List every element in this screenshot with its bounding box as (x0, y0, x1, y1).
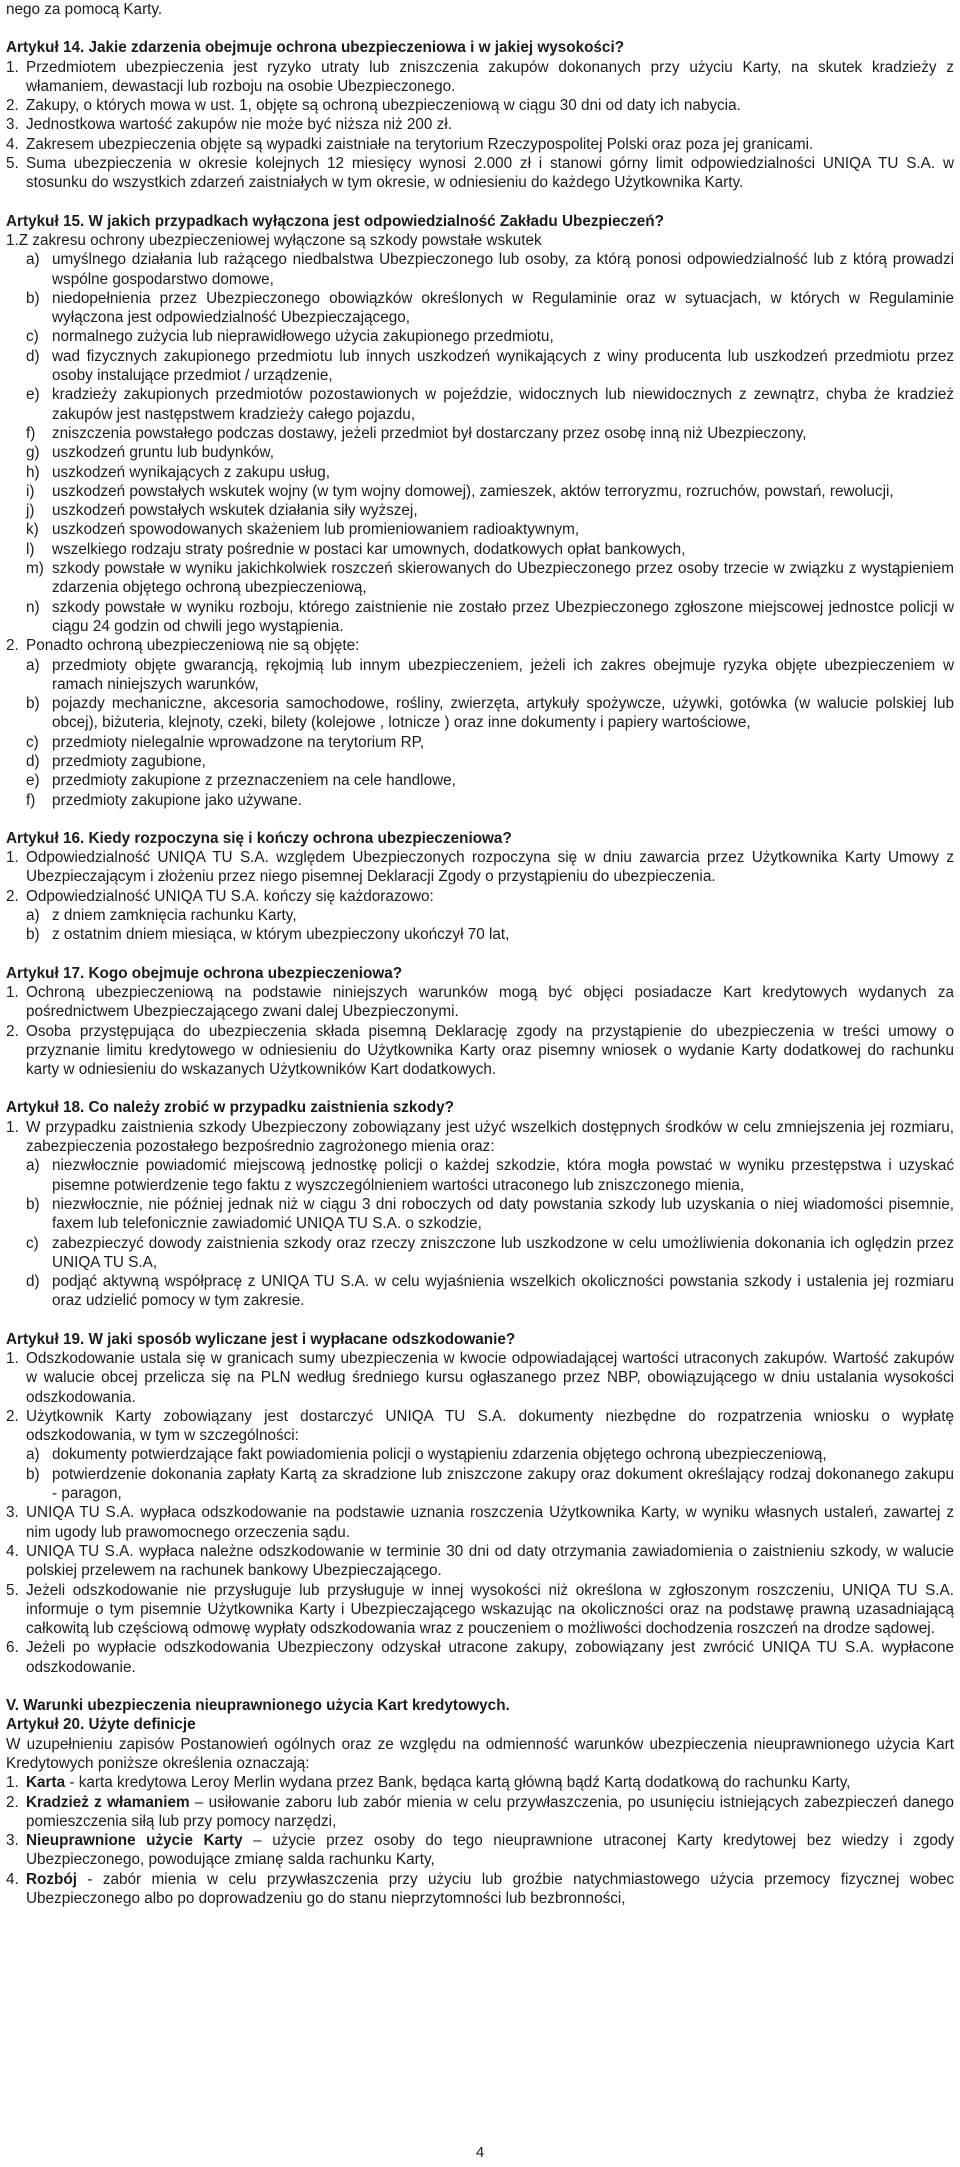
sub-list (6, 1156, 954, 1310)
sub-item (6, 752, 954, 771)
sub-item (6, 1156, 954, 1195)
list-item (6, 1407, 954, 1446)
item-number: 3. (6, 116, 19, 134)
sub-item-letter: i) (26, 482, 35, 500)
chapter-block (6, 1696, 954, 1908)
item-number: 2. (6, 1407, 19, 1425)
item-text: Suma ubezpieczenia w okresie kolejnych 12 miesięcy wynosi 2.000 zł i stanowi górny limit odpowiedzialności UNIQA TU S.A. w stosunku do wszystkich zdarzeń zaistniałych w tym okresie, w odniesieniu do każdego Użytkownika Karty. (26, 155, 954, 192)
sub-item-letter: c) (26, 1234, 39, 1252)
sub-item (6, 463, 954, 482)
sub-item-text: normalnego zużycia lub nieprawidłowego użycia zakupionego przedmiotu, (52, 328, 554, 346)
article-15 (6, 212, 954, 810)
list-item (6, 115, 954, 134)
sub-item-letter: b) (26, 926, 40, 944)
continued-text: nego za pomocą Karty. (6, 1, 163, 18)
sub-item-letter: m) (26, 560, 44, 578)
article-title: Artykuł 19. W jaki sposób wyliczane jest i wypłacane odszkodowanie? (6, 1330, 516, 1348)
item-text: Odpowiedzialność UNIQA TU S.A. kończy się każdorazowo: (26, 887, 434, 905)
item-number: 2. (6, 887, 19, 905)
item-number: 6. (6, 1639, 19, 1657)
list-item (6, 154, 954, 193)
article-19 (6, 1330, 954, 1677)
sub-item-text: niezwłocznie powiadomić miejscową jednostkę policji o każdej szkodzie, która mogła powstać w wyniku przestępstwa i uzyskać pisemne potwierdzenie tego faktu z wyszczególnieniem wartości utraconego lub zniszczonego mienia, (52, 1157, 954, 1194)
sub-item (6, 771, 954, 790)
sub-item-letter: d) (26, 1273, 40, 1291)
item-text: Użytkownik Karty zobowiązany jest dostarczyć UNIQA TU S.A. dokumenty niezbędne do rozpatrzenia wniosku o wypłatę odszkodowania, w tym w szczególności: (26, 1407, 954, 1445)
sub-item-letter: g) (26, 444, 40, 462)
item-text: Odszkodowanie ustala się w granicach sumy ubezpieczenia w kwocie odpowiadającej wartości utraconych zakupów. Wartość zakupów w walucie obcej przelicza się na PLN według średniego kursu ogłaszanego przez NBP, obowiązującego w dniu ustalania wysokości odszkodowania. (26, 1350, 954, 1406)
sub-item (6, 520, 954, 539)
definition-item (6, 1793, 954, 1832)
list-item (6, 96, 954, 115)
sub-list (6, 906, 954, 945)
article-16 (6, 829, 954, 945)
sub-item-letter: c) (26, 328, 39, 346)
articles (6, 38, 954, 1677)
item-number: 1. (6, 58, 19, 76)
sub-item-letter: a) (26, 656, 40, 674)
sub-list (6, 656, 954, 810)
item-number: 1. (6, 1774, 19, 1792)
sub-item-letter: l) (26, 540, 35, 558)
sub-item (6, 482, 954, 501)
list-item (6, 1542, 954, 1581)
item-text: Jednostkowa wartość zakupów nie może być niższa niż 200 zł. (26, 116, 452, 134)
sub-item (6, 559, 954, 598)
sub-item-letter: f) (26, 424, 36, 442)
sub-item (6, 347, 954, 386)
sub-item-text: przedmioty zakupione jako używane. (52, 791, 302, 809)
sub-item-text: pojazdy mechaniczne, akcesoria samochodowe, rośliny, zwierzęta, artykuły spożywcze, używki, gotówka (w walucie polskiej lub obcej), biżuteria, klejnoty, czeki, bilety (kolejowe , lotnicze ) oraz inne dokumenty i papiery wartościowe, (52, 695, 954, 732)
list-item (6, 848, 954, 887)
sub-item-text: szkody powstałe w wyniku rozboju, którego zaistnienie nie zostało przez Ubezpieczonego zgłoszone miejscowej jednostce policji w ciągu 24 godzin od chwili jego wystąpienia. (52, 598, 954, 635)
sub-item-text: uszkodzeń wynikających z zakupu usług, (52, 463, 331, 481)
list-item (6, 1349, 954, 1407)
item-number: 3. (6, 1504, 19, 1522)
article-title: Artykuł 15. W jakich przypadkach wyłączona jest odpowiedzialność Zakładu Ubezpieczeń? (6, 212, 664, 230)
sub-list (6, 1445, 954, 1503)
item-text: Zakupy, o których mowa w ust. 1, objęte są ochroną ubezpieczeniową w ciągu 30 dni od daty ich nabycia. (26, 97, 741, 115)
sub-item-text: przedmioty zagubione, (52, 752, 206, 770)
item-number: 4. (6, 135, 19, 153)
sub-item (6, 1234, 954, 1273)
sub-item (6, 250, 954, 289)
sub-item-letter: j) (26, 502, 35, 520)
sub-item-letter: b) (26, 1195, 40, 1213)
item-number: 5. (6, 155, 19, 173)
item-number: 1. (6, 1118, 19, 1136)
sub-item (6, 1195, 954, 1234)
item-number: 2. (6, 1022, 19, 1040)
list-item (6, 1581, 954, 1639)
sub-item-text: zniszczenia powstałego podczas dostawy, jeżeli przedmiot był dostarczany przez osobę inną niż Ubezpieczony, (52, 424, 807, 442)
sub-item-letter: d) (26, 752, 40, 770)
sub-item-text: przedmioty nielegalnie wprowadzone na terytorium RP, (52, 733, 425, 751)
sub-item-text: niezwłocznie, nie później jednak niż w ciągu 3 dni roboczych od daty powstania szkody lub uzyskania o niej wiadomości pisemnie, faxem lub telefonicznie zawiadomić UNIQA TU S.A. o szkodzie, (52, 1195, 954, 1233)
sub-item (6, 906, 954, 925)
list-item (6, 231, 954, 250)
item-text: Przedmiotem ubezpieczenia jest ryzyko utraty lub zniszczenia zakupów dokonanych przy użyciu Karty, na skutek kradzieży z włamaniem, dewastacji lub rozboju na osobie Ubezpieczonego. (26, 58, 954, 95)
sub-item (6, 656, 954, 695)
numbered-list (6, 58, 954, 193)
sub-item (6, 1445, 954, 1464)
definition-item (6, 1870, 954, 1909)
sub-item-text: przedmioty zakupione z przeznaczeniem na cele handlowe, (52, 772, 456, 790)
definition-term: Kradzież z włamaniem (26, 1793, 190, 1811)
list-item (6, 1022, 954, 1080)
sub-item-text: uszkodzeń powstałych wskutek wojny (w tym wojny domowej), zamieszek, aktów terroryzmu, rozruchów, powstań, rewolucji, (52, 482, 894, 500)
sub-item-letter: h) (26, 463, 40, 481)
sub-item-letter: n) (26, 598, 40, 616)
sub-item-letter: b) (26, 289, 40, 307)
article-18 (6, 1098, 954, 1310)
sub-item-letter: k) (26, 521, 39, 539)
sub-item-text: niedopełnienia przez Ubezpieczonego obowiązków określonych w Regulaminie oraz w sytuacjach, w których w Regulaminie wyłączona jest odpowiedzialność Ubezpieczającego, (52, 289, 954, 327)
sub-item-text: przedmioty objęte gwarancją, rękojmią lub innym ubezpieczeniem, jeżeli ich zakres obejmuje ryzyka objęte ubezpieczeniem w ramach niniejszych warunków, (52, 656, 954, 693)
list-item (6, 636, 954, 655)
sub-item-letter: a) (26, 1157, 40, 1175)
item-text: Ponadto ochroną ubezpieczeniową nie są objęte: (26, 637, 360, 655)
sub-item (6, 598, 954, 637)
sub-item-text: z ostatnim dniem miesiąca, w którym ubezpieczony ukończył 70 lat, (52, 926, 510, 944)
chapter-v (6, 1696, 954, 1908)
sub-item-text: kradzieży zakupionych przedmiotów pozostawionych w pojeździe, widocznych lub niewidocznych z zewnątrz, chyba że kradzież zakupów jest następstwem kradzieży całego pojazdu, (52, 386, 954, 423)
item-number: 3. (6, 1832, 19, 1850)
numbered-list (6, 1349, 954, 1677)
sub-item-text: zabezpieczyć dowody zaistnienia szkody oraz rzeczy zniszczone lub uszkodzone w celu umożliwienia dokonania ich oględzin przez UNIQA TU S.A, (52, 1234, 954, 1271)
sub-item-letter: e) (26, 386, 40, 404)
chapter-title: V. Warunki ubezpieczenia nieuprawnionego użycia Kart kredytowych. (6, 1697, 510, 1715)
item-number: 4. (6, 1542, 19, 1560)
numbered-list (6, 231, 954, 810)
sub-item-letter: d) (26, 347, 40, 365)
sub-item-text: uszkodzeń spowodowanych skażeniem lub promieniowaniem radioaktywnym, (52, 521, 580, 539)
sub-item-letter: f) (26, 791, 36, 809)
article-14 (6, 38, 954, 192)
sub-item-text: umyślnego działania lub rażącego niedbalstwa Ubezpieczonego lub osoby, za którą ponosi odpowiedzialność lub z którą prowadzi wspólne gospodarstwo domowe, (52, 251, 954, 288)
chapter-intro: W uzupełnieniu zapisów Postanowień ogólnych oraz ze względu na odmienność warunków ubezpieczenia nieuprawnionego użycia Kart Kredytowych poniższe określenia oznaczają: (6, 1735, 954, 1772)
sub-item (6, 540, 954, 559)
sub-item (6, 424, 954, 443)
sub-item-text: dokumenty potwierdzające fakt powiadomienia policji o wystąpieniu zdarzenia objętego ochroną ubezpieczeniową, (52, 1446, 827, 1464)
definition-term: Nieuprawnione użycie Karty (26, 1832, 243, 1850)
sub-item-text: wszelkiego rodzaju straty pośrednie w postaci kar umownych, dodatkowych opłat bankowych, (52, 540, 686, 558)
item-text: UNIQA TU S.A. wypłaca odszkodowanie na podstawie uznania roszczenia Użytkownika Karty, w wyniku własnych ustaleń, zawartej z nim ugody lub prawomocnego orzeczenia sądu. (26, 1504, 954, 1541)
sub-item-letter: c) (26, 733, 39, 751)
list-item (6, 887, 954, 906)
item-text: Osoba przystępująca do ubezpieczenia składa pisemną Deklarację zgody na przystąpienie do ubezpieczenia w treści umowy o przyznanie limitu kredytowego w odniesieniu do Użytkownika Karty oraz pisemny wniosek o wydanie Karty dodatkowej do rachunku karty w odniesieniu do wskazanych Użytkowników Kart dodatkowych. (26, 1022, 954, 1079)
sub-item-text: uszkodzeń powstałych wskutek działania siły wyższej, (52, 502, 418, 520)
sub-item-text: z dniem zamknięcia rachunku Karty, (52, 907, 297, 925)
sub-item (6, 791, 954, 810)
item-number: 4. (6, 1870, 19, 1888)
sub-item-letter: a) (26, 907, 40, 925)
sub-item (6, 443, 954, 462)
item-text: W przypadku zaistnienia szkody Ubezpieczony zobowiązany jest użyć wszelkich dostępnych środków w celu zmniejszenia jej rozmiaru, zabezpieczenia pozostałego bezpośrednio zagrożonego mienia oraz: (26, 1118, 954, 1156)
definition-item (6, 1831, 954, 1870)
article-title: Artykuł 20. Użyte definicje (6, 1716, 196, 1734)
item-text: UNIQA TU S.A. wypłaca należne odszkodowanie w terminie 30 dni od daty otrzymania zawiadomienia o zaistnieniu szkody, w walucie polskiej przelewem na rachunek bankowy Ubezpieczającego. (26, 1542, 954, 1580)
sub-item (6, 289, 954, 328)
sub-item-letter: e) (26, 772, 40, 790)
sub-item (6, 925, 954, 944)
numbered-list (6, 1118, 954, 1311)
list-item (6, 135, 954, 154)
sub-item (6, 327, 954, 346)
article-title: Artykuł 14. Jakie zdarzenia obejmuje ochrona ubezpieczeniowa i w jakiej wysokości? (6, 39, 625, 57)
item-number: 1. (6, 983, 19, 1001)
item-number: 1. (6, 849, 19, 867)
item-text: Zakresem ubezpieczenia objęte są wypadki zaistniałe na terytorium Rzeczypospolitej Polski oraz poza jej granicami. (26, 135, 814, 153)
list-item (6, 1638, 954, 1677)
definition-text: – usiłowanie zaboru lub zabór mienia w celu przywłaszczenia, po usunięciu istniejących zabezpieczeń danego pomieszczenia siłą lub przy pomocy narzędzi, (26, 1793, 954, 1830)
item-number: 2. (6, 1793, 19, 1811)
definition-term: Karta (26, 1774, 66, 1792)
article-title: Artykuł 16. Kiedy rozpoczyna się i kończy ochrona ubezpieczeniowa? (6, 829, 512, 847)
sub-item-letter: b) (26, 695, 40, 713)
item-number: 2. (6, 637, 19, 655)
sub-item-text: szkody powstałe w wyniku jakichkolwiek roszczeń skierowanych do Ubezpieczonego przez osoby trzecie w związku z wystąpieniem zdarzenia objętego ochroną ubezpieczeniową, (52, 560, 954, 597)
sub-item (6, 733, 954, 752)
definition-text: – użycie przez osoby do tego nieuprawnione utraconej Karty kredytowej bez wiedzy i zgody Ubezpieczonego, powodujące zmianę salda rachunku Karty, (26, 1832, 954, 1869)
sub-item-text: podjąć aktywną współpracę z UNIQA TU S.A. w celu wyjaśnienia wszelkich okoliczności powstania szkody i ustalenia jej rozmiaru oraz udzielić pomocy w tym zakresie. (52, 1273, 954, 1310)
sub-item (6, 1465, 954, 1504)
numbered-list (6, 983, 954, 1079)
definition-text: - karta kredytowa Leroy Merlin wydana przez Bank, będąca kartą główną bądź Kartą dodatkową do rachunku Karty, (65, 1774, 851, 1792)
item-number: 1. (6, 1350, 19, 1367)
list-item (6, 983, 954, 1022)
article-17 (6, 964, 954, 1080)
item-text: Jeżeli odszkodowanie nie przysługuje lub przysługuje w innej wysokości niż określona w zgłoszonym roszczeniu, UNIQA TU S.A. informuje o tym pisemnie Użytkownika Karty i Ubezpieczającego wskazując na okoliczności oraz na podstawę prawną uzasadniającą całkowitą lub częściową odmowę wypłaty odszkodowania wraz z pouczeniem o możliwości dochodzenia roszczeń na drodze sądowej. (26, 1581, 954, 1638)
sub-item (6, 385, 954, 424)
sub-item-text: wad fizycznych zakupionego przedmiotu lub innych uszkodzeń wynikających z winy producenta lub uszkodzeń przedmiotu przez osoby instalujące przedmiot / urządzenie, (52, 347, 954, 385)
item-text: 1.Z zakresu ochrony ubezpieczeniowej wyłączone są szkody powstałe wskutek (6, 231, 542, 249)
page-number: 4 (475, 2144, 485, 2161)
item-text: Jeżeli po wypłacie odszkodowania Ubezpieczony odzyskał utracone zakupy, zobowiązany jest zwrócić UNIQA TU S.A. wypłacone odszkodowanie. (26, 1639, 954, 1676)
sub-item-letter: a) (26, 1446, 40, 1464)
article-title: Artykuł 17. Kogo obejmuje ochrona ubezpieczeniowa? (6, 964, 403, 982)
numbered-list (6, 848, 954, 944)
definition-item (6, 1773, 954, 1792)
definition-text: - zabór mienia w celu przywłaszczenia przy użyciu lub groźbie natychmiastowego użycia przemocy fizycznej wobec Ubezpieczonego albo po doprowadzeniu go do stanu nieprzytomności lub bezbronności, (26, 1870, 954, 1908)
item-text: Ochroną ubezpieczeniową na podstawie niniejszych warunków mogą być objęci posiadacze Kart kredytowych wydanych za pośrednictwem Ubezpieczającego zwani dalej Ubezpieczonymi. (26, 983, 954, 1021)
item-number: 5. (6, 1581, 19, 1599)
sub-item-letter: b) (26, 1465, 40, 1483)
sub-item (6, 1272, 954, 1311)
sub-item (6, 694, 954, 733)
item-number: 2. (6, 97, 19, 115)
sub-item-text: uszkodzeń gruntu lub budynków, (52, 444, 274, 462)
sub-item-text: potwierdzenie dokonania zapłaty Kartą za skradzione lub zniszczone zakupy oraz dokument określający rodzaj dokonanego zakupu - paragon, (52, 1465, 954, 1503)
sub-item (6, 501, 954, 520)
sub-list (6, 250, 954, 636)
list-item (6, 58, 954, 97)
article-title: Artykuł 18. Co należy zrobić w przypadku zaistnienia szkody? (6, 1099, 454, 1117)
list-item (6, 1503, 954, 1542)
definitions-list (6, 1773, 954, 1908)
definition-term: Rozbój (26, 1870, 77, 1888)
sub-item-letter: a) (26, 251, 40, 269)
item-text: Odpowiedzialność UNIQA TU S.A. względem Ubezpieczonych rozpoczyna się w dniu zawarcia przez Użytkownika Karty Umowy z Ubezpieczającym i złożeniu przez niego pisemnej Deklaracji Zgody o przystąpieniu do ubezpieczenia. (26, 849, 954, 886)
list-item (6, 1118, 954, 1157)
